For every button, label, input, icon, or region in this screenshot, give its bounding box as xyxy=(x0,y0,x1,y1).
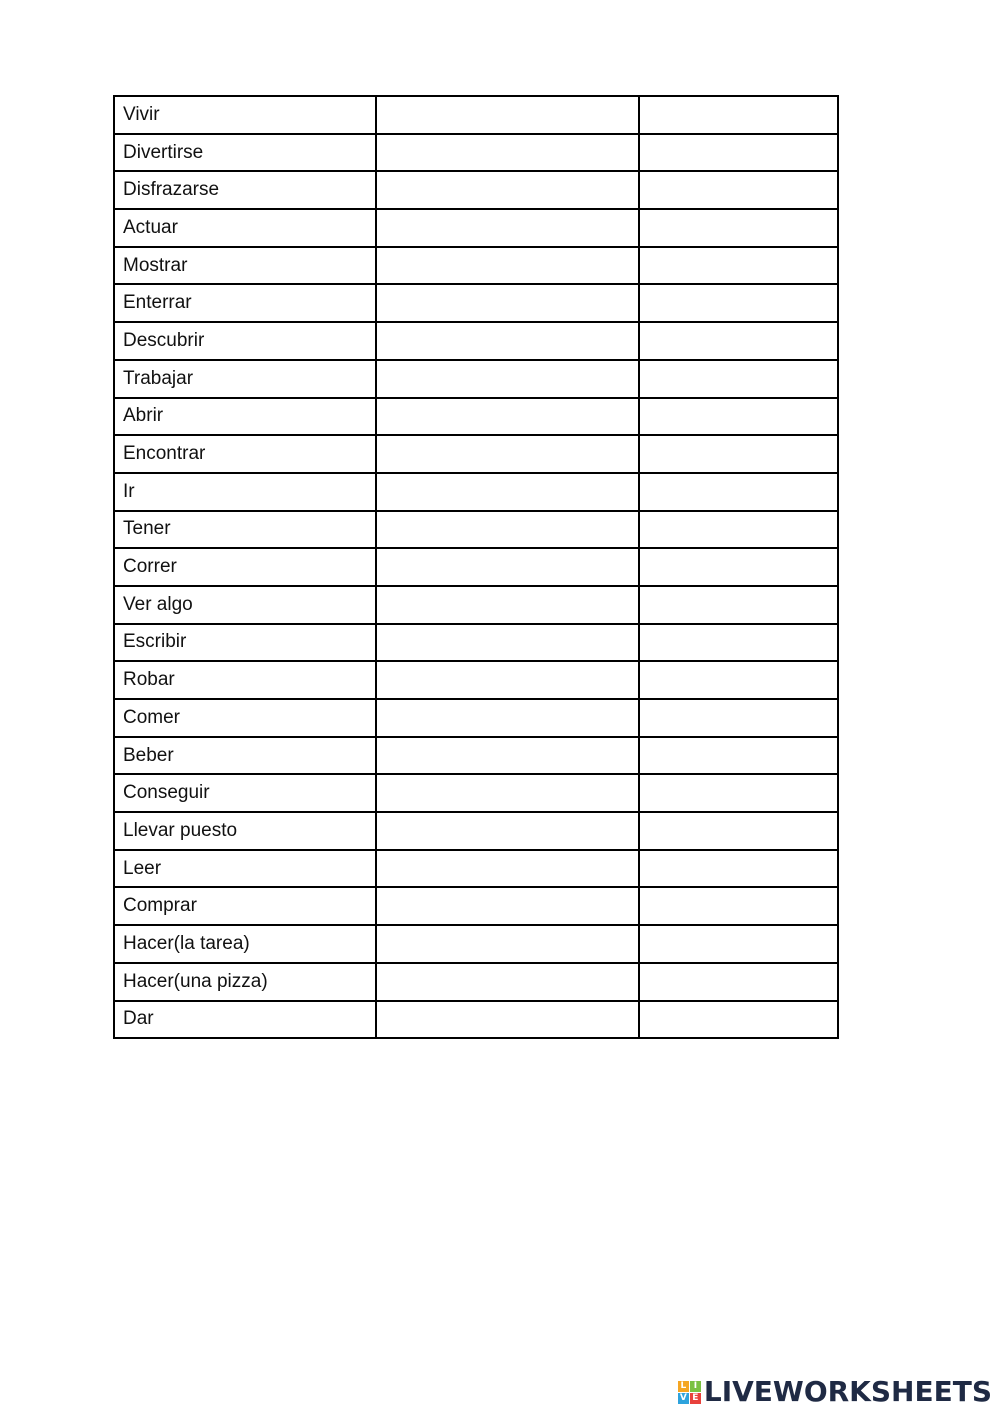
answer-cell-2[interactable] xyxy=(639,511,838,549)
answer-cell-2[interactable] xyxy=(639,1001,838,1039)
verb-cell: Escribir xyxy=(114,624,376,662)
answer-cell-2[interactable] xyxy=(639,963,838,1001)
answer-cell-1[interactable] xyxy=(376,398,639,436)
table-row xyxy=(114,586,838,624)
answer-cell-2[interactable] xyxy=(639,774,838,812)
answer-cell-2[interactable] xyxy=(639,812,838,850)
verb-cell: Disfrazarse xyxy=(114,171,376,209)
table-row xyxy=(114,925,838,963)
answer-cell-1[interactable] xyxy=(376,1001,639,1039)
answer-cell-1[interactable] xyxy=(376,511,639,549)
verb-cell: Conseguir xyxy=(114,774,376,812)
verb-cell: Enterrar xyxy=(114,284,376,322)
verb-cell: Ir xyxy=(114,473,376,511)
liveworksheets-branding xyxy=(678,1377,992,1407)
table-row xyxy=(114,435,838,473)
answer-cell-2[interactable] xyxy=(639,887,838,925)
verb-cell: Hacer(una pizza) xyxy=(114,963,376,1001)
answer-cell-1[interactable] xyxy=(376,887,639,925)
answer-cell-2[interactable] xyxy=(639,624,838,662)
answer-cell-1[interactable] xyxy=(376,548,639,586)
answer-cell-1[interactable] xyxy=(376,774,639,812)
answer-cell-2[interactable] xyxy=(639,699,838,737)
answer-cell-1[interactable] xyxy=(376,322,639,360)
table-row xyxy=(114,850,838,888)
table-row xyxy=(114,699,838,737)
table-row xyxy=(114,737,838,775)
answer-cell-1[interactable] xyxy=(376,661,639,699)
answer-cell-1[interactable] xyxy=(376,963,639,1001)
verb-cell: Comprar xyxy=(114,887,376,925)
answer-cell-2[interactable] xyxy=(639,473,838,511)
logo-letter-i: I xyxy=(690,1381,701,1392)
verb-cell: Robar xyxy=(114,661,376,699)
verb-cell: Comer xyxy=(114,699,376,737)
answer-cell-1[interactable] xyxy=(376,96,639,134)
answer-cell-1[interactable] xyxy=(376,699,639,737)
verb-cell: Hacer(la tarea) xyxy=(114,925,376,963)
answer-cell-2[interactable] xyxy=(639,586,838,624)
answer-cell-1[interactable] xyxy=(376,737,639,775)
table-row xyxy=(114,963,838,1001)
table-row xyxy=(114,360,838,398)
verb-cell: Divertirse xyxy=(114,134,376,172)
answer-cell-2[interactable] xyxy=(639,360,838,398)
answer-cell-1[interactable] xyxy=(376,171,639,209)
verb-cell: Trabajar xyxy=(114,360,376,398)
answer-cell-2[interactable] xyxy=(639,435,838,473)
table-row xyxy=(114,209,838,247)
logo-letter-l: L xyxy=(678,1381,689,1392)
logo-letter-e: E xyxy=(690,1393,701,1404)
answer-cell-1[interactable] xyxy=(376,247,639,285)
verb-cell: Llevar puesto xyxy=(114,812,376,850)
answer-cell-2[interactable] xyxy=(639,96,838,134)
table-row xyxy=(114,812,838,850)
verb-cell: Descubrir xyxy=(114,322,376,360)
answer-cell-1[interactable] xyxy=(376,284,639,322)
answer-cell-2[interactable] xyxy=(639,661,838,699)
table-row xyxy=(114,661,838,699)
answer-cell-2[interactable] xyxy=(639,737,838,775)
answer-cell-2[interactable] xyxy=(639,134,838,172)
verb-cell: Ver algo xyxy=(114,586,376,624)
verb-table-body xyxy=(114,96,838,1038)
table-row xyxy=(114,96,838,134)
answer-cell-2[interactable] xyxy=(639,171,838,209)
table-row xyxy=(114,322,838,360)
answer-cell-1[interactable] xyxy=(376,134,639,172)
verb-cell: Abrir xyxy=(114,398,376,436)
answer-cell-2[interactable] xyxy=(639,398,838,436)
table-row xyxy=(114,398,838,436)
verb-cell: Leer xyxy=(114,850,376,888)
table-row xyxy=(114,887,838,925)
table-row xyxy=(114,134,838,172)
table-row xyxy=(114,1001,838,1039)
answer-cell-2[interactable] xyxy=(639,322,838,360)
table-row xyxy=(114,774,838,812)
answer-cell-2[interactable] xyxy=(639,548,838,586)
answer-cell-2[interactable] xyxy=(639,247,838,285)
verb-cell: Beber xyxy=(114,737,376,775)
answer-cell-1[interactable] xyxy=(376,850,639,888)
logo-letter-v: V xyxy=(678,1393,689,1404)
table-row xyxy=(114,624,838,662)
answer-cell-2[interactable] xyxy=(639,284,838,322)
answer-cell-1[interactable] xyxy=(376,812,639,850)
answer-cell-1[interactable] xyxy=(376,473,639,511)
answer-cell-2[interactable] xyxy=(639,850,838,888)
liveworksheets-logo-icon xyxy=(678,1381,701,1404)
table-row xyxy=(114,284,838,322)
answer-cell-1[interactable] xyxy=(376,209,639,247)
table-row xyxy=(114,473,838,511)
verb-cell: Mostrar xyxy=(114,247,376,285)
answer-cell-1[interactable] xyxy=(376,435,639,473)
table-row xyxy=(114,247,838,285)
answer-cell-2[interactable] xyxy=(639,209,838,247)
answer-cell-1[interactable] xyxy=(376,360,639,398)
answer-cell-1[interactable] xyxy=(376,925,639,963)
table-row xyxy=(114,548,838,586)
verb-cell: Vivir xyxy=(114,96,376,134)
verb-cell: Correr xyxy=(114,548,376,586)
answer-cell-2[interactable] xyxy=(639,925,838,963)
verb-cell: Encontrar xyxy=(114,435,376,473)
verb-cell: Dar xyxy=(114,1001,376,1039)
answer-cell-1[interactable] xyxy=(376,586,639,624)
table-row xyxy=(114,511,838,549)
brand-name: LIVEWORKSHEETS xyxy=(703,1375,992,1408)
table-row xyxy=(114,171,838,209)
answer-cell-1[interactable] xyxy=(376,624,639,662)
verb-table xyxy=(113,95,839,1039)
verb-cell: Tener xyxy=(114,511,376,549)
verb-cell: Actuar xyxy=(114,209,376,247)
